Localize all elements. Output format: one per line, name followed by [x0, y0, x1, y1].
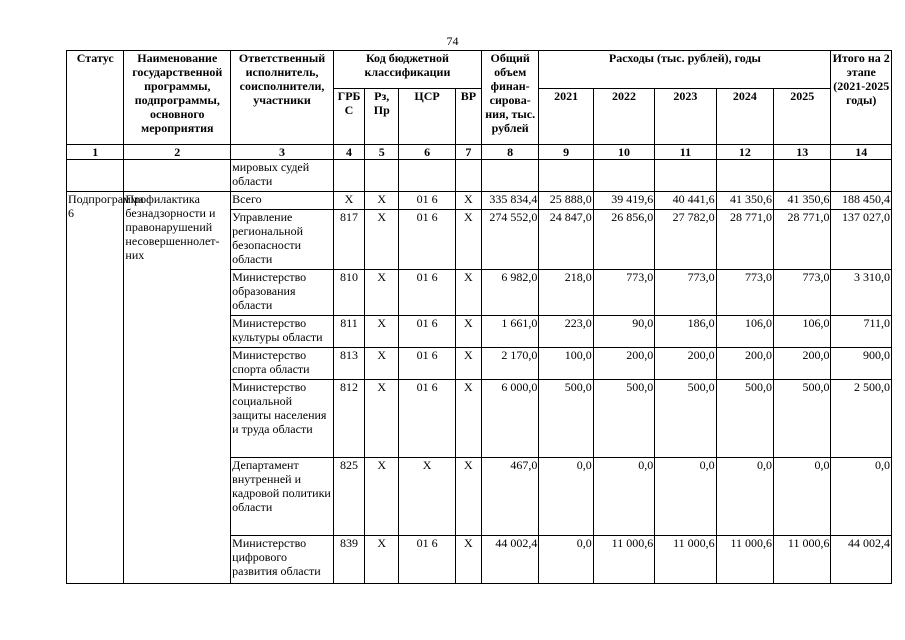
- csr-cell: 01 6: [399, 210, 455, 270]
- header-name: Наименование государственной программы, подпрограммы, основного мероприятия: [124, 51, 231, 145]
- vr-cell: Х: [455, 192, 481, 210]
- column-index: 5: [365, 145, 399, 160]
- header-total: Общий объем финан-сирова-ния, тыс. рублей: [481, 51, 538, 145]
- page-number: 74: [446, 34, 459, 48]
- rzpr-cell: Х: [365, 536, 399, 584]
- year-2023-cell: 40 441,6: [655, 192, 716, 210]
- rzpr-cell: Х: [365, 192, 399, 210]
- header-year-2022: 2022: [593, 89, 654, 145]
- header-year-2025: 2025: [774, 89, 831, 145]
- total-cell: 2 170,0: [481, 348, 538, 380]
- column-index: 14: [831, 145, 892, 160]
- column-index: 1: [67, 145, 124, 160]
- grbs-cell: 817: [333, 210, 364, 270]
- year-2023-cell: 0,0: [655, 458, 716, 536]
- total-cell: 1 661,0: [481, 316, 538, 348]
- header-csr: ЦСР: [399, 89, 455, 145]
- year-2022-cell: 26 856,0: [593, 210, 654, 270]
- table-row: [67, 192, 892, 210]
- year-2024-cell: 41 350,6: [716, 192, 773, 210]
- year-2024-cell: 773,0: [716, 270, 773, 316]
- subprogram-name: Профилактика безнадзорности и правонарушений несовершеннолет-них: [124, 192, 231, 584]
- total-cell: 335 834,4: [481, 192, 538, 210]
- grbs-cell: 839: [333, 536, 364, 584]
- csr-cell: 01 6: [399, 380, 455, 458]
- column-index: 2: [124, 145, 231, 160]
- grbs-cell: Х: [333, 192, 364, 210]
- rzpr-cell: Х: [365, 210, 399, 270]
- header-grbs: ГРБ С: [333, 89, 364, 145]
- vr-cell: Х: [455, 380, 481, 458]
- total-cell: 6 000,0: [481, 380, 538, 458]
- header-executor: Ответственный исполнитель, соисполнители, участники: [231, 51, 334, 145]
- header-budget-code: Код бюджетной классификации: [333, 51, 481, 89]
- executor-cell: Всего: [231, 192, 334, 210]
- executor-cell: Министерство социальной защиты населения и труда области: [231, 380, 334, 458]
- year-2023-cell: 11 000,6: [655, 536, 716, 584]
- csr-cell: 01 6: [399, 536, 455, 584]
- column-index: 7: [455, 145, 481, 160]
- executor-cell: Департамент внутренней и кадровой политики области: [231, 458, 334, 536]
- year-2025-cell: 200,0: [774, 348, 831, 380]
- itogo-cell: 0,0: [831, 458, 892, 536]
- year-2021-cell: 0,0: [539, 458, 593, 536]
- total-cell: 44 002,4: [481, 536, 538, 584]
- continuation-row: [67, 160, 892, 192]
- executor-cell: Министерство образования области: [231, 270, 334, 316]
- continuation-executor: мировых судей области: [231, 160, 334, 192]
- column-index: 4: [333, 145, 364, 160]
- year-2021-cell: 500,0: [539, 380, 593, 458]
- year-2021-cell: 25 888,0: [539, 192, 593, 210]
- year-2025-cell: 28 771,0: [774, 210, 831, 270]
- csr-cell: 01 6: [399, 270, 455, 316]
- header-itogo: Итого на 2 этапе (2021-2025 годы): [831, 51, 892, 145]
- year-2023-cell: 200,0: [655, 348, 716, 380]
- vr-cell: Х: [455, 536, 481, 584]
- year-2024-cell: 500,0: [716, 380, 773, 458]
- rzpr-cell: Х: [365, 316, 399, 348]
- grbs-cell: 812: [333, 380, 364, 458]
- csr-cell: 01 6: [399, 192, 455, 210]
- csr-cell: 01 6: [399, 316, 455, 348]
- year-2025-cell: 773,0: [774, 270, 831, 316]
- executor-cell: Министерство культуры области: [231, 316, 334, 348]
- grbs-cell: 825: [333, 458, 364, 536]
- year-2025-cell: 500,0: [774, 380, 831, 458]
- year-2022-cell: 11 000,6: [593, 536, 654, 584]
- year-2024-cell: 106,0: [716, 316, 773, 348]
- year-2022-cell: 90,0: [593, 316, 654, 348]
- itogo-cell: 3 310,0: [831, 270, 892, 316]
- header-vr: ВР: [455, 89, 481, 145]
- header-year-2021: 2021: [539, 89, 593, 145]
- vr-cell: Х: [455, 210, 481, 270]
- rzpr-cell: Х: [365, 348, 399, 380]
- year-2023-cell: 186,0: [655, 316, 716, 348]
- column-index: 6: [399, 145, 455, 160]
- year-2022-cell: 500,0: [593, 380, 654, 458]
- executor-cell: Управление региональной безопасности области: [231, 210, 334, 270]
- year-2022-cell: 773,0: [593, 270, 654, 316]
- year-2023-cell: 500,0: [655, 380, 716, 458]
- rzpr-cell: Х: [365, 270, 399, 316]
- vr-cell: Х: [455, 270, 481, 316]
- header-year-2024: 2024: [716, 89, 773, 145]
- vr-cell: Х: [455, 458, 481, 536]
- rzpr-cell: Х: [365, 380, 399, 458]
- year-2025-cell: 41 350,6: [774, 192, 831, 210]
- itogo-cell: 711,0: [831, 316, 892, 348]
- year-2025-cell: 106,0: [774, 316, 831, 348]
- column-index: 12: [716, 145, 773, 160]
- year-2023-cell: 773,0: [655, 270, 716, 316]
- year-2024-cell: 11 000,6: [716, 536, 773, 584]
- itogo-cell: 44 002,4: [831, 536, 892, 584]
- rzpr-cell: Х: [365, 458, 399, 536]
- year-2022-cell: 0,0: [593, 458, 654, 536]
- column-index: 11: [655, 145, 716, 160]
- executor-cell: Министерство цифрового развития области: [231, 536, 334, 584]
- year-2024-cell: 200,0: [716, 348, 773, 380]
- subprogram-status: Подпрограмма 6: [67, 192, 124, 584]
- year-2024-cell: 28 771,0: [716, 210, 773, 270]
- header-year-2023: 2023: [655, 89, 716, 145]
- header-expenses: Расходы (тыс. рублей), годы: [539, 51, 831, 89]
- itogo-cell: 188 450,4: [831, 192, 892, 210]
- csr-cell: Х: [399, 458, 455, 536]
- column-index: 9: [539, 145, 593, 160]
- column-index: 3: [231, 145, 334, 160]
- year-2025-cell: 11 000,6: [774, 536, 831, 584]
- header-rzpr: Рз, Пр: [365, 89, 399, 145]
- executor-cell: Министерство спорта области: [231, 348, 334, 380]
- grbs-cell: 813: [333, 348, 364, 380]
- column-index: 10: [593, 145, 654, 160]
- year-2021-cell: 100,0: [539, 348, 593, 380]
- total-cell: 467,0: [481, 458, 538, 536]
- column-index: 8: [481, 145, 538, 160]
- grbs-cell: 811: [333, 316, 364, 348]
- year-2021-cell: 0,0: [539, 536, 593, 584]
- grbs-cell: 810: [333, 270, 364, 316]
- budget-table: [66, 50, 892, 584]
- year-2023-cell: 27 782,0: [655, 210, 716, 270]
- header-status: Статус: [67, 51, 124, 145]
- itogo-cell: 137 027,0: [831, 210, 892, 270]
- csr-cell: 01 6: [399, 348, 455, 380]
- year-2025-cell: 0,0: [774, 458, 831, 536]
- year-2022-cell: 200,0: [593, 348, 654, 380]
- itogo-cell: 2 500,0: [831, 380, 892, 458]
- total-cell: 274 552,0: [481, 210, 538, 270]
- year-2021-cell: 223,0: [539, 316, 593, 348]
- column-index-row: [67, 145, 892, 160]
- vr-cell: Х: [455, 316, 481, 348]
- total-cell: 6 982,0: [481, 270, 538, 316]
- vr-cell: Х: [455, 348, 481, 380]
- year-2021-cell: 24 847,0: [539, 210, 593, 270]
- year-2021-cell: 218,0: [539, 270, 593, 316]
- year-2022-cell: 39 419,6: [593, 192, 654, 210]
- itogo-cell: 900,0: [831, 348, 892, 380]
- year-2024-cell: 0,0: [716, 458, 773, 536]
- column-index: 13: [774, 145, 831, 160]
